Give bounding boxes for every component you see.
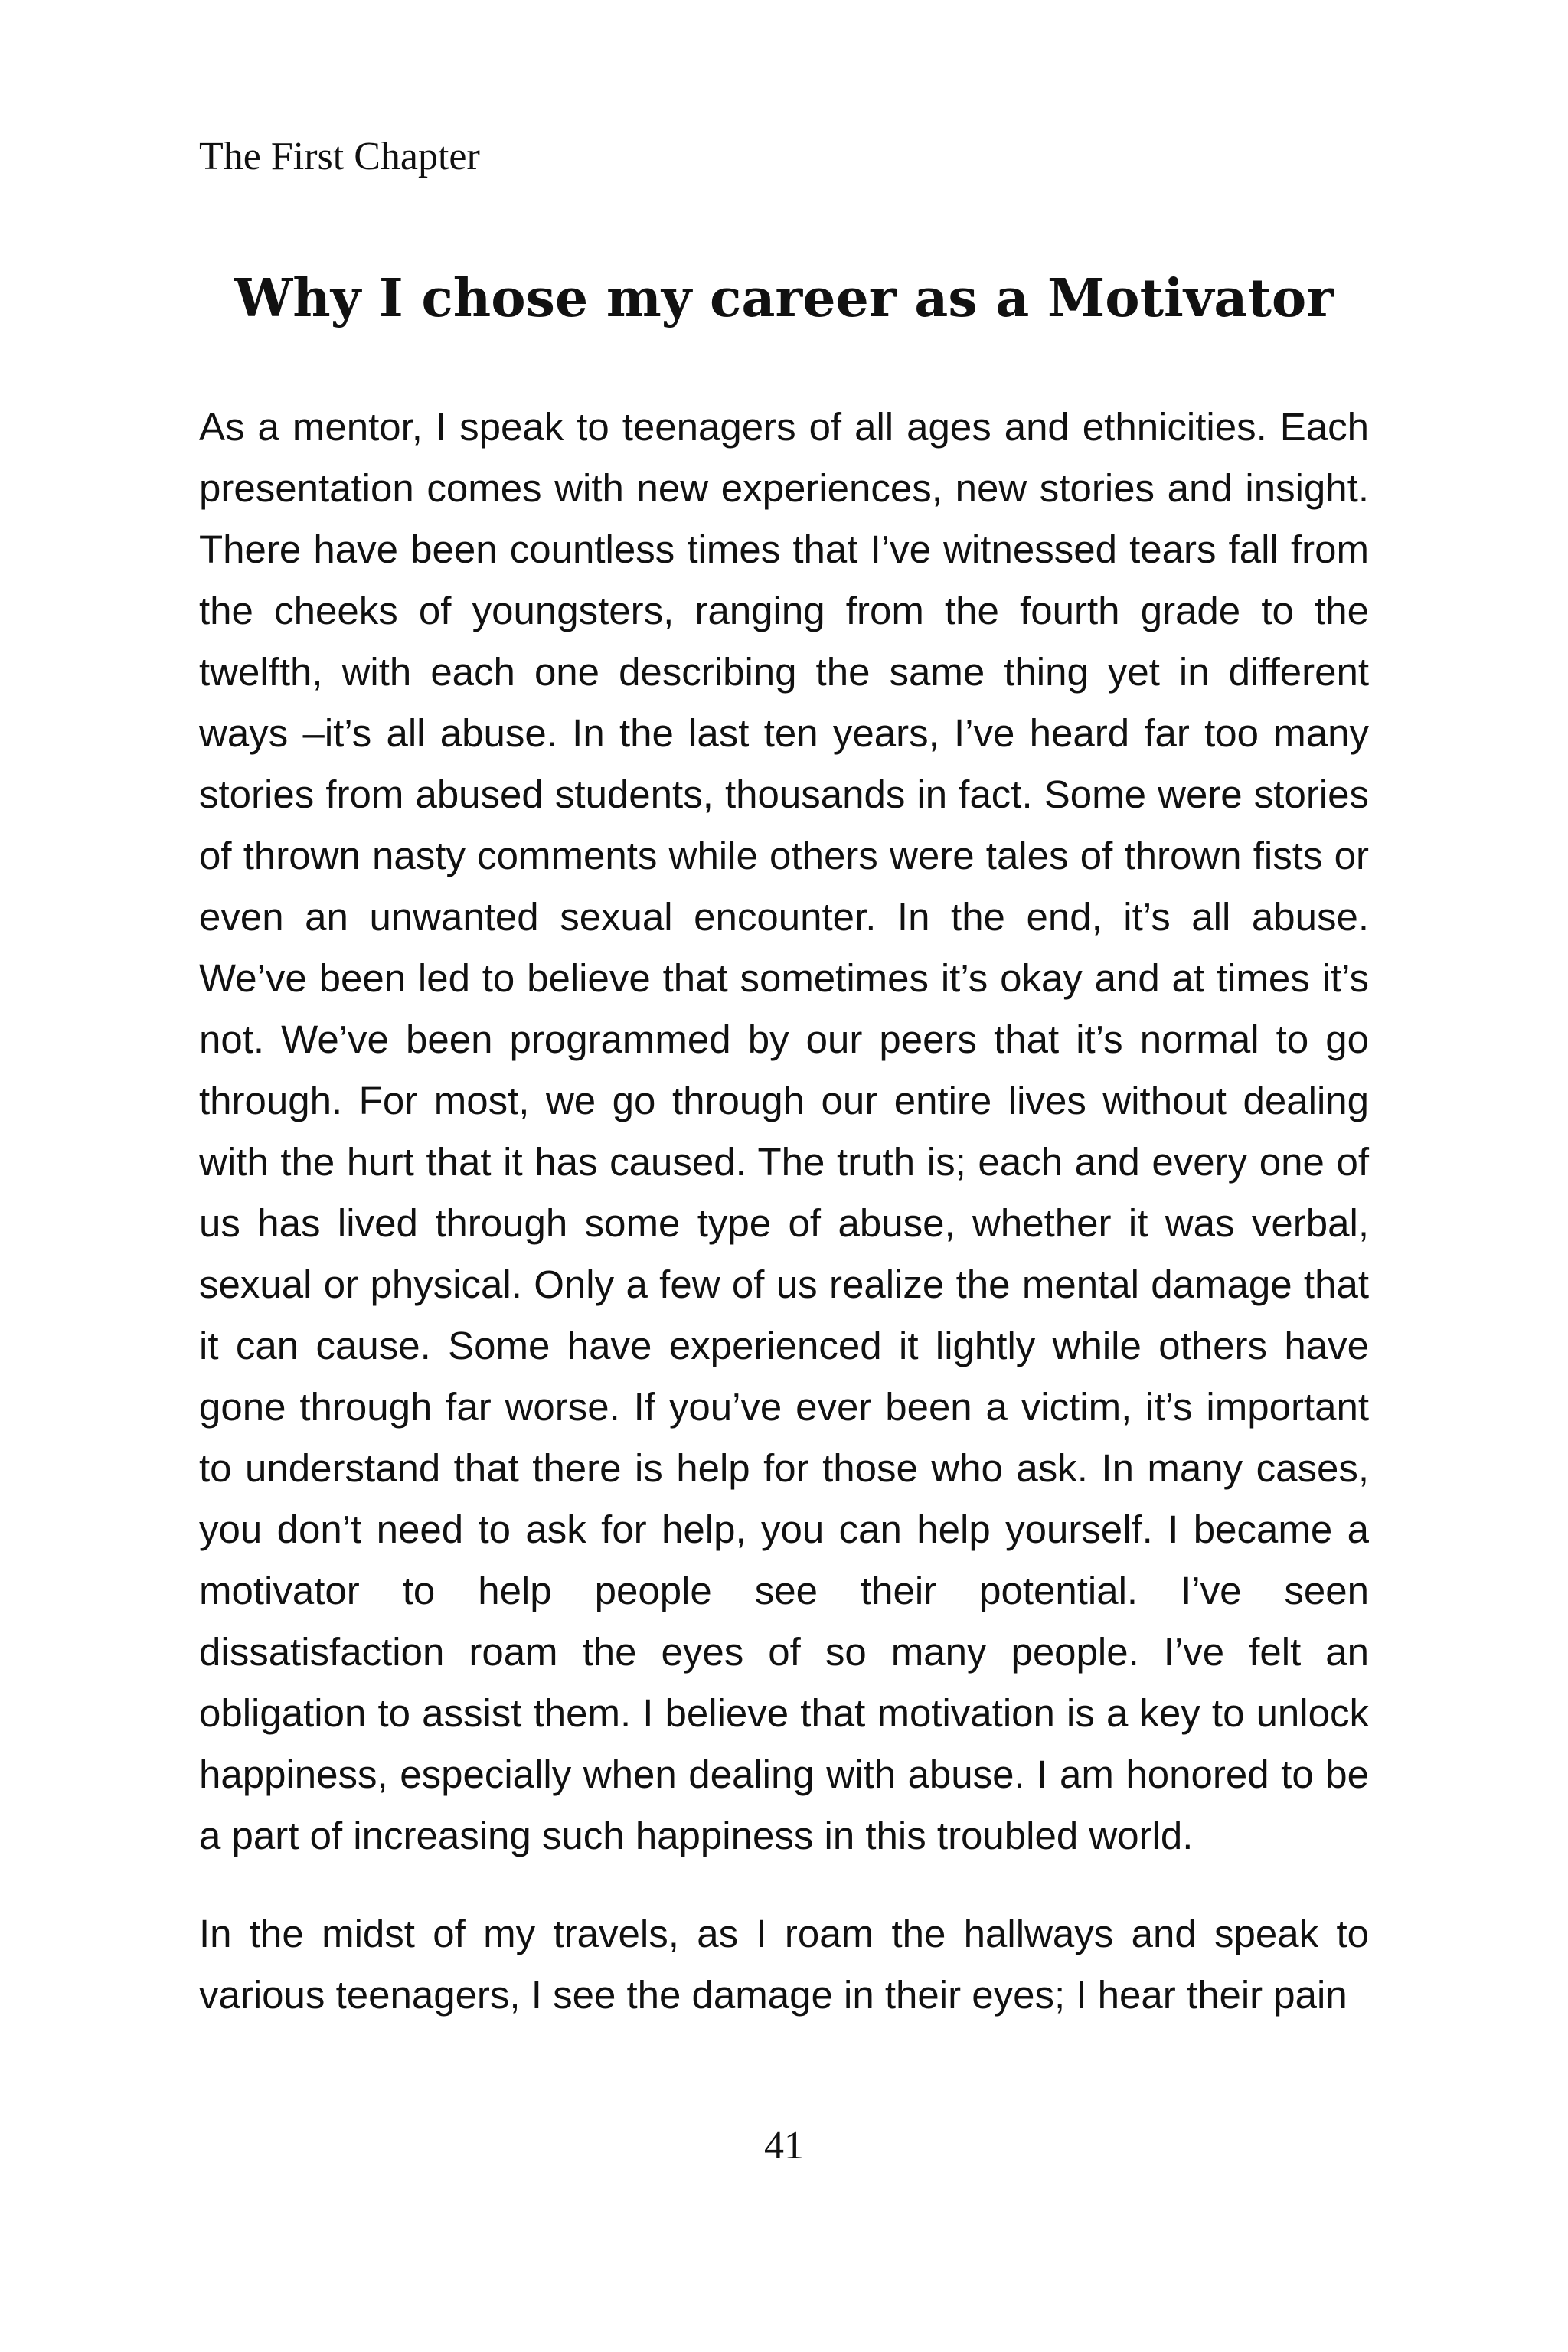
paragraph: As a mentor, I speak to teenagers of all ages and ethnicities. Each presentation comes with new experiences, new stories and insight. There have been countless times that I’ve witnessed tears fall from the cheeks of youngsters, ranging from the fourth grade to the twelfth, with each one describing the same thing yet in different ways –it’s all abuse. In the last ten years, I’ve heard far too many stories from abused students, thousands in fact. Some were stories of thrown nasty comments while others were tales of thrown fists or even an unwanted sexual encounter. In the end, it’s all abuse. We’ve been led to believe that sometimes it’s okay and at times it’s not. We’ve been programmed by our peers that it’s normal to go through. For most, we go through our entire lives without dealing with the hurt that it has caused. The truth is; each and every one of us has lived through some type of abuse, whether it was verbal, sexual or physical. Only a few of us realize the mental damage that it can cause. Some have experienced it lightly while others have gone through far worse. If you’ve ever been a victim, it’s important to understand that there is help for those who ask. In many cases, you don’t need to ask for help, you can help yourself. I became a motivator to help people see their potential. I’ve seen dissatisfaction roam the eyes of so many people. I’ve felt an obligation to assist them. I believe that motivation is a key to unlock happiness, especially when dealing with abuse. I am honored to be a part of increasing such happiness in this troubled world.: [199, 405, 1369, 1857]
chapter-title: Why I chose my career as a Motivator: [234, 268, 1334, 329]
body-text: [199, 397, 1369, 2026]
running-header: The First Chapter: [199, 135, 480, 178]
paragraph: In the midst of my travels, as I roam the hallways and speak to various teenagers, I see the damage in their eyes; I hear their pain: [199, 1912, 1369, 2017]
page-number: 41: [764, 2124, 804, 2167]
